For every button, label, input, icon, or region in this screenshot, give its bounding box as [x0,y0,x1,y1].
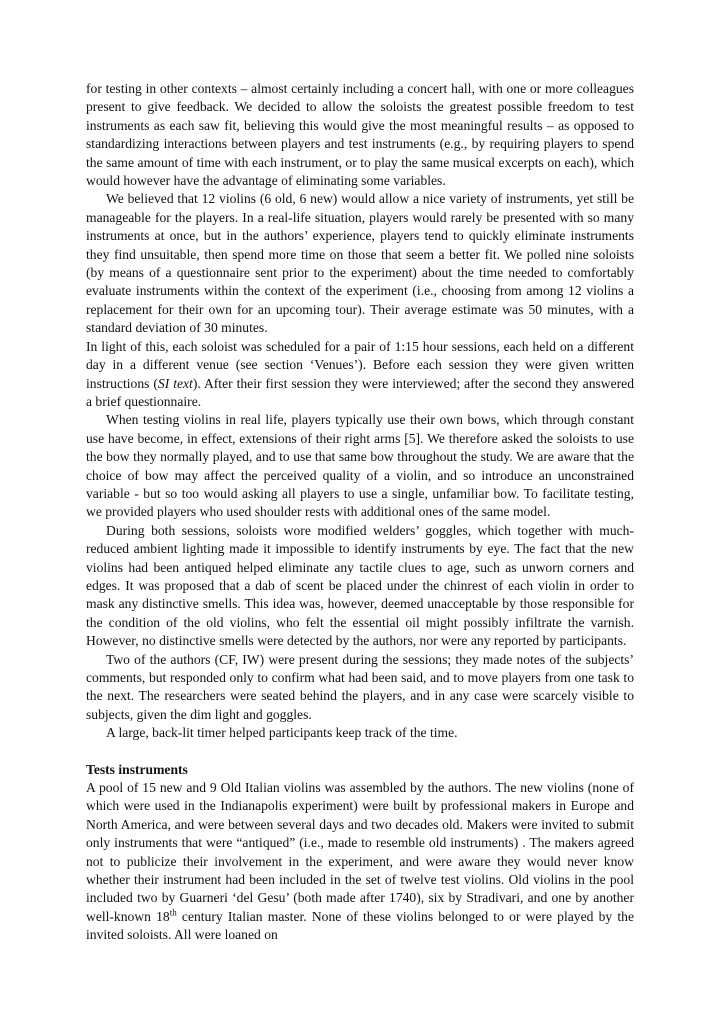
paragraph-goggles: During both sessions, soloists wore modified welders’ goggles, which together with much-reduced ambient lighting made it impossible to identify instruments by eye. The fact that the new violins had been antiqued helped eliminate any tactile clues to age, such as unworn corners and edges. It was proposed that a dab of scent be placed under the chinrest of each violin in order to mask any distinctive smells. This idea was, however, deemed unacceptable by those responsible for the condition of the old violins, who felt the essential oil might possibly infiltrate the varnish. However, no distinctive smells were detected by the authors, nor were any reported by participants. [86,522,634,649]
paragraph-twelve-violins: We believed that 12 violins (6 old, 6 new) would allow a nice variety of instruments, yet still be manageable for the players. In a real-life situation, players would rarely be presented with so many instruments at once, but in the authors’ experience, players tend to quickly eliminate instruments they find unsuitable, then spend more time on those that seem a better fit. We polled nine soloists (by means of a questionnaire sent prior to the experiment) about the time needed to comfortably evaluate instruments within the context of the experiment (i.e., choosing from among 12 violins a replacement for their own for an upcoming tour). Their average estimate was 50 minutes, with a standard deviation of 30 minutes. [86,191,634,336]
section-heading: Tests instruments [86,761,188,777]
session-schedule-text: In light of this, each soloist was scheduled for a pair of 1:15 hour sessions, each held on a different day in a different venue (see section ‘Venues’). Before each session they were given written instructions ( [86,338,634,391]
paragraph-testing-contexts: for testing in other contexts – almost certainly including a concert hall, with one or more colleagues present to give feedback. We decided to allow the soloists the greatest possible freedom to test instruments as each saw fit, believing this would give the most meaningful results – as opposed to standardizing interactions between players and test instruments (e.g., by requiring players to spend the same amount of time with each instrument, or to play the same musical excerpts on each), which would however have the advantage of eliminating some variables. [86,81,634,189]
instrument-pool-text: A pool of 15 new and 9 Old Italian violins was assembled by the authors. The new violins (none of which were used in the Indianapolis experiment) were built by professional makers in Europe and North America, and were between several days and two decades old. Makers were invited to submit only instruments that were “antiqued” (i.e., made to resemble old instruments) . The makers agreed not to publicize their involvement in the experiment, and were aware they would never know whether their instrument had been included in the set of twelve test violins. Old violins in the pool included two by Guarneri ‘del Gesu’ (both made after 1740), six by Stradivari, and one by another well-known 18 [86,780,634,924]
paragraph-bows: When testing violins in real life, players typically use their own bows, which through constant use have become, in effect, extensions of their right arms [5]. We therefore asked the soloists to use the bow they normally played, and to use that same bow throughout the study. We are aware that the choice of bow may affect the perceived quality of a violin, and so introduce an unconstrained variable - but so too would asking all players to use a single, unfamiliar bow. To facilitate testing, we provided players who used shoulder rests with additional ones of the same model. [86,412,634,520]
ordinal-superscript: th [169,907,177,918]
si-text-reference: SI text [157,375,193,391]
paragraph-researchers: Two of the authors (CF, IW) were present during the sessions; they made notes of the subjects’ comments, but responded only to confirm what had been said, and to move players from one task to the next. The researchers were seated behind the players, and in any case were scarcely visible to subjects, given the dim light and goggles. [86,651,634,722]
instrument-pool-text-end: century Italian master. None of these violins belonged to or were played by the invited soloists. All were loaned on [86,908,634,943]
paragraph-timer: A large, back-lit timer helped participants keep track of the time. [106,725,458,741]
paragraph-instrument-pool [86,779,634,945]
session-schedule-text-end: ). After their first session they were interviewed; after the second they answered a brief questionnaire. [86,375,634,409]
document-page [86,80,634,945]
paragraph-session-schedule [86,338,634,412]
